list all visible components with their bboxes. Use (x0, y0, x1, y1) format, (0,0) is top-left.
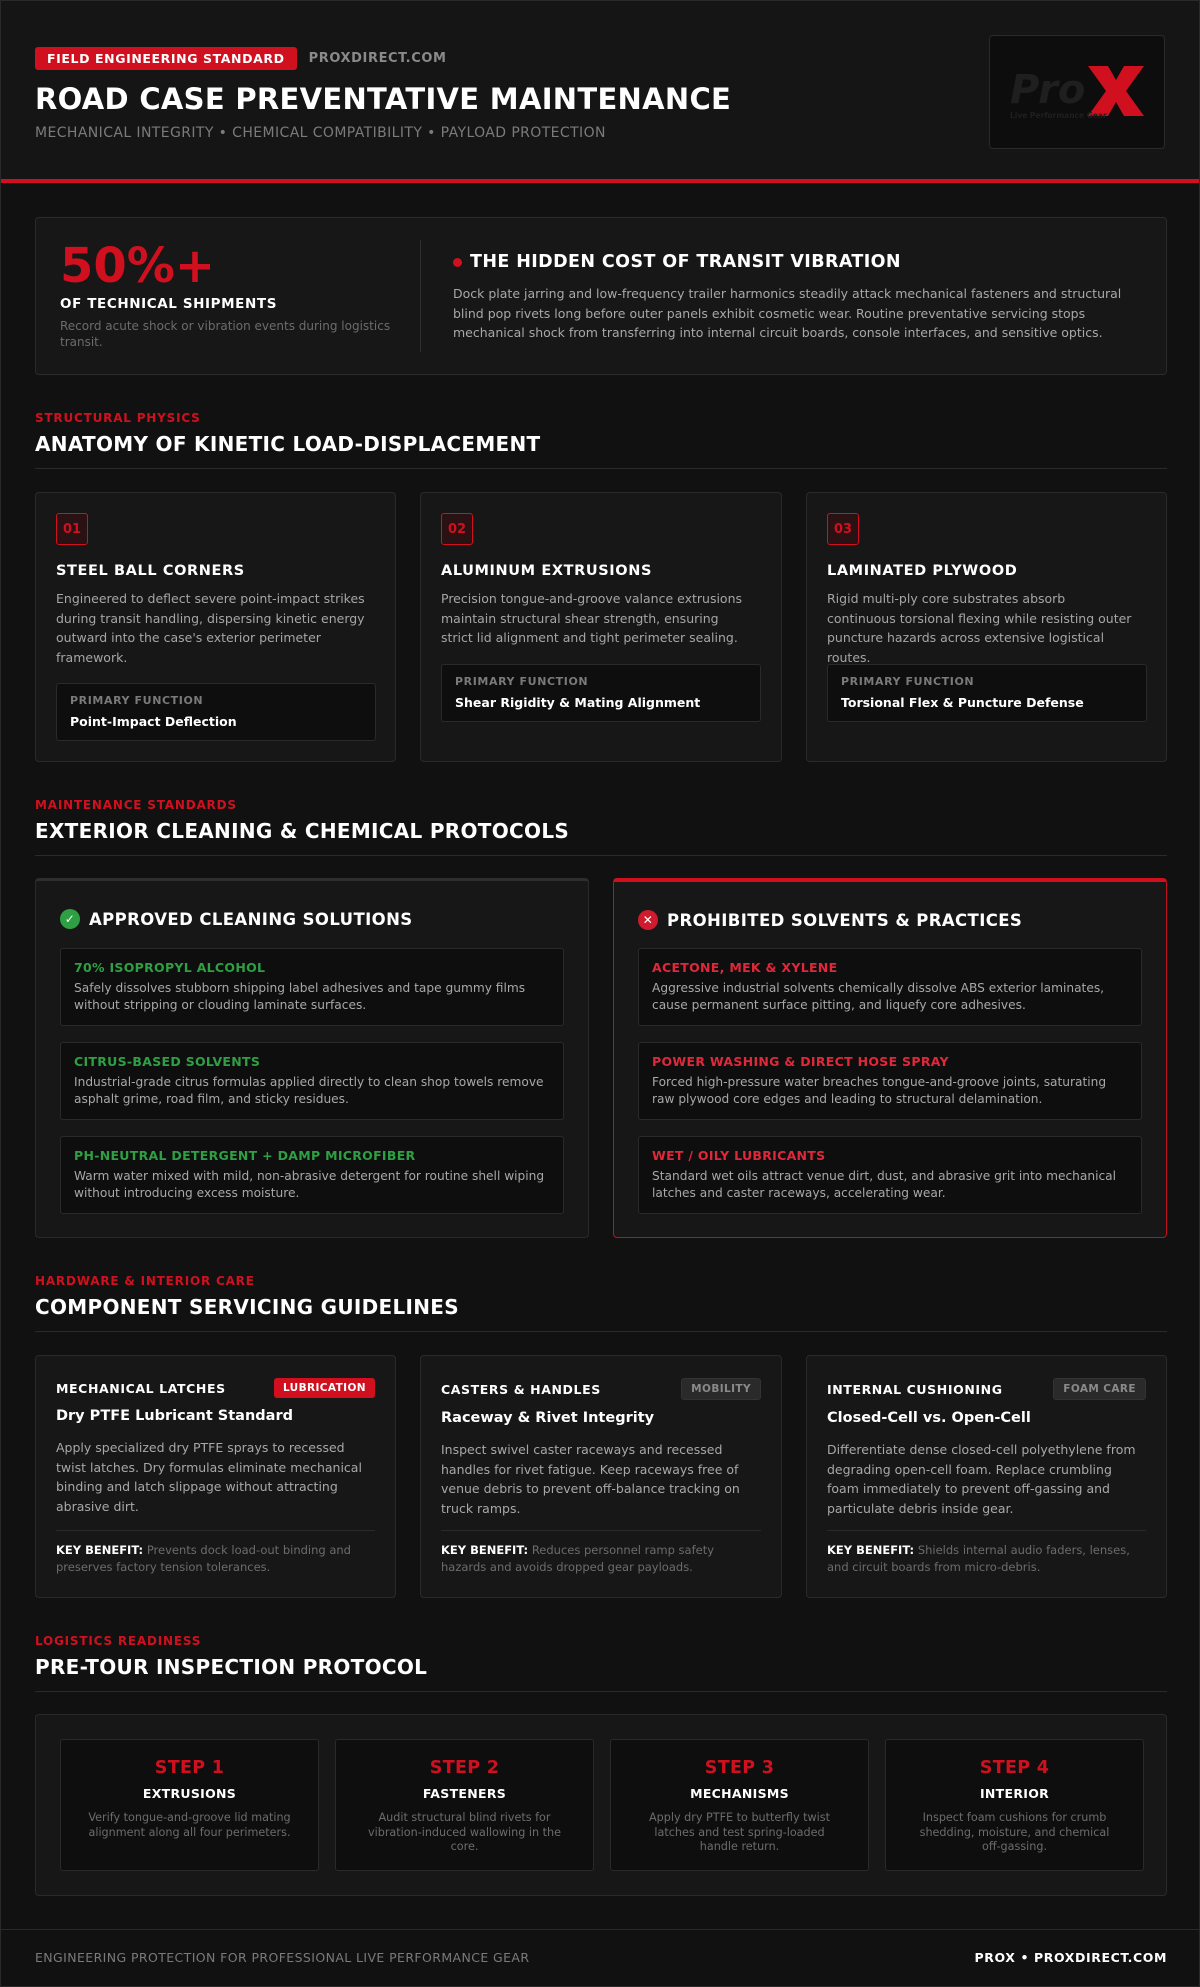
check-icon: ✓ (60, 909, 80, 929)
hero-stat-desc: Record acute shock or vibration events during logistics transit. (60, 319, 391, 349)
component-title: Closed-Cell vs. Open-Cell (827, 1410, 1031, 1426)
card-number: 03 (827, 513, 859, 545)
close-icon: ✕ (638, 910, 658, 930)
inspection-steps-panel (35, 1714, 1167, 1896)
section-kicker: MAINTENANCE STANDARDS (35, 798, 237, 812)
step-title: EXTRUSIONS (142, 1786, 237, 1801)
item-title: 70% ISOPROPYL ALCOHOL (74, 960, 266, 975)
component-title: Raceway & Rivet Integrity (441, 1410, 655, 1426)
inspection-step (885, 1739, 1144, 1871)
component-divider (56, 1530, 375, 1531)
section-title: PRE-TOUR INSPECTION PROTOCOL (35, 1655, 428, 1679)
card-number: 02 (441, 513, 473, 545)
key-benefit-text: Prevents dock load-out binding and preserves factory tension tolerances. (56, 1543, 351, 1574)
item-title: ACETONE, MEK & XYLENE (652, 960, 838, 975)
primary-function-value: Torsional Flex & Puncture Defense (841, 695, 1084, 710)
panel-heading (638, 910, 1022, 930)
foam-care-tag: FOAM CARE (1053, 1378, 1146, 1400)
panel-title: PROHIBITED SOLVENTS & PRACTICES (667, 910, 1023, 930)
card-body: Precision tongue-and-groove valance extrusions maintain structural shear strength, ensuring strict lid alignment and tight perimeter sealing. (441, 591, 743, 645)
prohibited-item (638, 948, 1142, 1026)
key-benefit-text: Reduces personnel ramp safety hazards and avoids dropped gear payloads. (441, 1543, 715, 1574)
panel-heading (60, 909, 413, 929)
prohibited-solvents-panel (613, 878, 1167, 1238)
panel-title: APPROVED CLEANING SOLUTIONS (89, 909, 413, 929)
protocols-section-heading (35, 798, 1167, 856)
section-title: EXTERIOR CLEANING & CHEMICAL PROTOCOLS (35, 819, 570, 843)
item-title: WET / OILY LUBRICANTS (652, 1148, 826, 1163)
domain-label[interactable]: PROXDIRECT.COM (308, 51, 447, 66)
key-benefit-label: KEY BENEFIT: (56, 1543, 144, 1557)
inspection-step (60, 1739, 319, 1871)
item-body: Standard wet oils attract venue dirt, dust, and abrasive grit into mechanical latches and caster raceways, accelerating wear. (652, 1169, 1117, 1200)
card-title: ALUMINUM EXTRUSIONS (441, 563, 652, 579)
step-number: STEP 4 (979, 1758, 1050, 1778)
section-kicker: HARDWARE & INTERIOR CARE (35, 1274, 255, 1288)
component-label: INTERNAL CUSHIONING (827, 1381, 1003, 1397)
component-label: MECHANICAL LATCHES (56, 1380, 226, 1396)
standard-badge: FIELD ENGINEERING STANDARD (35, 47, 297, 70)
step-title: INTERIOR (979, 1786, 1050, 1801)
anatomy-card-laminated-plywood (806, 492, 1167, 762)
step-title: MECHANISMS (690, 1786, 789, 1801)
prox-logo-icon (990, 36, 1166, 150)
component-card-header (56, 1378, 375, 1398)
card-number: 01 (56, 513, 88, 545)
step-number: STEP 2 (429, 1758, 500, 1778)
footer-brand-link[interactable]: PROX • PROXDIRECT.COM (974, 1950, 1167, 1965)
item-body: Warm water mixed with mild, non-abrasive detergent for routine shell wiping without introducing excess moisture. (74, 1169, 545, 1200)
card-body: Rigid multi-ply core substrates absorb continuous torsional flexing while resisting outer puncture hazards across extensive logistical routes. (827, 591, 1132, 665)
logo-tagline: Live Performance Gear (1010, 111, 1107, 120)
approved-item (60, 1042, 564, 1120)
card-title: LAMINATED PLYWOOD (827, 563, 1018, 579)
key-benefit-label: KEY BENEFIT: (827, 1543, 915, 1557)
inspection-step (610, 1739, 869, 1871)
section-divider (35, 1691, 1167, 1692)
primary-function-value: Shear Rigidity & Mating Alignment (455, 695, 701, 710)
hero-stat-label: OF TECHNICAL SHIPMENTS (60, 296, 278, 312)
component-card-casters-handles (420, 1355, 782, 1598)
component-divider (441, 1530, 761, 1531)
components-section-heading (35, 1274, 1167, 1332)
red-dot-icon (453, 258, 462, 267)
inspection-section-heading (35, 1634, 1167, 1692)
component-card-header (441, 1378, 761, 1400)
section-kicker: LOGISTICS READINESS (35, 1634, 202, 1648)
item-body: Safely dissolves stubborn shipping label adhesives and tape gummy films without stripping or clouding laminate surfaces. (74, 981, 526, 1012)
key-benefit (56, 1542, 374, 1576)
key-benefit (441, 1542, 759, 1576)
step-title: FASTENERS (422, 1786, 507, 1801)
prox-logo (989, 35, 1165, 149)
item-body: Aggressive industrial solvents chemically dissolve ABS exterior laminates, cause permanent surface pitting, and liquefy core adhesives. (652, 981, 1105, 1012)
hero-title (453, 252, 901, 272)
footer-tagline: ENGINEERING PROTECTION FOR PROFESSIONAL LIVE PERFORMANCE GEAR (35, 1950, 530, 1965)
component-body: Apply specialized dry PTFE sprays to recessed twist latches. Dry formulas eliminate mechanical binding and latch slippage without attracting abrasive dirt. (56, 1440, 362, 1514)
primary-function-value: Point-Impact Deflection (70, 714, 237, 729)
logo-pro-text: Pro (1010, 67, 1086, 113)
anatomy-section-heading (35, 411, 1167, 469)
footer (1, 1929, 1200, 1987)
component-title: Dry PTFE Lubricant Standard (56, 1408, 293, 1424)
section-title: COMPONENT SERVICING GUIDELINES (35, 1295, 459, 1319)
section-divider (35, 1331, 1167, 1332)
lubrication-tag: LUBRICATION (274, 1378, 375, 1398)
item-body: Forced high-pressure water breaches tongue-and-groove joints, saturating raw plywood core edges and leading to structural delamination. (652, 1075, 1107, 1106)
section-divider (35, 855, 1167, 856)
key-benefit-label: KEY BENEFIT: (441, 1543, 529, 1557)
component-body: Inspect swivel caster raceways and recessed handles for rivet fatigue. Keep raceways free of venue debris to prevent off-balance tracking on truck ramps. (441, 1442, 740, 1516)
hero-title-text: THE HIDDEN COST OF TRANSIT VIBRATION (470, 252, 901, 272)
primary-function-label: PRIMARY FUNCTION (455, 675, 589, 688)
component-label: CASTERS & HANDLES (441, 1381, 601, 1397)
page-subtitle: MECHANICAL INTEGRITY • CHEMICAL COMPATIBILITY • PAYLOAD PROTECTION (35, 125, 606, 141)
section-kicker: STRUCTURAL PHYSICS (35, 411, 201, 425)
hero-stat: 50%+ (60, 238, 216, 294)
step-body: Verify tongue-and-groove lid mating alignment along all four perimeters. (88, 1811, 291, 1839)
approved-item (60, 1136, 564, 1214)
card-title: STEEL BALL CORNERS (56, 563, 245, 579)
step-body: Inspect foam cushions for crumb shedding, moisture, and chemical off-gassing. (919, 1811, 1110, 1853)
component-card-mechanical-latches (35, 1355, 396, 1598)
primary-function-box (441, 664, 761, 722)
hero-divider (420, 240, 421, 352)
item-title: POWER WASHING & DIRECT HOSE SPRAY (652, 1054, 949, 1069)
key-benefit-text: Shields internal audio faders, lenses, and circuit boards from micro-debris. (827, 1543, 1130, 1574)
page-title: ROAD CASE PREVENTATIVE MAINTENANCE (35, 82, 732, 116)
primary-function-label: PRIMARY FUNCTION (841, 675, 975, 688)
mobility-tag: MOBILITY (681, 1378, 761, 1400)
section-divider (35, 468, 1167, 469)
anatomy-card-aluminum-extrusions (420, 492, 782, 762)
item-body: Industrial-grade citrus formulas applied directly to clean shop towels remove asphalt grime, road film, and sticky residues. (74, 1075, 544, 1106)
primary-function-box (827, 664, 1147, 722)
step-number: STEP 1 (154, 1758, 225, 1778)
inspection-step (335, 1739, 594, 1871)
component-divider (827, 1530, 1146, 1531)
approved-cleaning-panel (35, 878, 589, 1238)
step-body: Apply dry PTFE to butterfly twist latches and test spring-loaded handle return. (649, 1811, 830, 1853)
item-title: PH-NEUTRAL DETERGENT + DAMP MICROFIBER (74, 1148, 416, 1163)
component-card-header (827, 1378, 1146, 1400)
component-body: Differentiate dense closed-cell polyethylene from degrading open-cell foam. Replace crumbling foam immediately to prevent off-gassing and particulate debris inside gear. (827, 1442, 1136, 1516)
key-benefit (827, 1542, 1145, 1576)
step-number: STEP 3 (704, 1758, 775, 1778)
item-title: CITRUS-BASED SOLVENTS (74, 1054, 261, 1069)
approved-item (60, 948, 564, 1026)
anatomy-card-steel-ball-corners (35, 492, 396, 762)
component-card-internal-cushioning (806, 1355, 1167, 1598)
primary-function-box (56, 683, 376, 741)
prohibited-item (638, 1136, 1142, 1214)
section-title: ANATOMY OF KINETIC LOAD-DISPLACEMENT (35, 432, 541, 456)
header (1, 1, 1199, 183)
logo-x-mark (1088, 66, 1144, 116)
hero-body: Dock plate jarring and low-frequency trailer harmonics steadily attack mechanical fasteners and structural blind pop rivets long before outer panels exhibit cosmetic wear. Routine preventative servicing stops mechanical shock from transferring into internal circuit boards, console interfaces, and sensitive optics. (453, 286, 1122, 340)
step-body: Audit structural blind rivets for vibration-induced wallowing in the core. (367, 1811, 562, 1853)
primary-function-label: PRIMARY FUNCTION (70, 694, 204, 707)
card-body: Engineered to deflect severe point-impact strikes during transit handling, dispersing kinetic energy outward into the case's exterior perimeter framework. (56, 591, 365, 665)
prohibited-item (638, 1042, 1142, 1120)
hero-panel (35, 217, 1167, 375)
